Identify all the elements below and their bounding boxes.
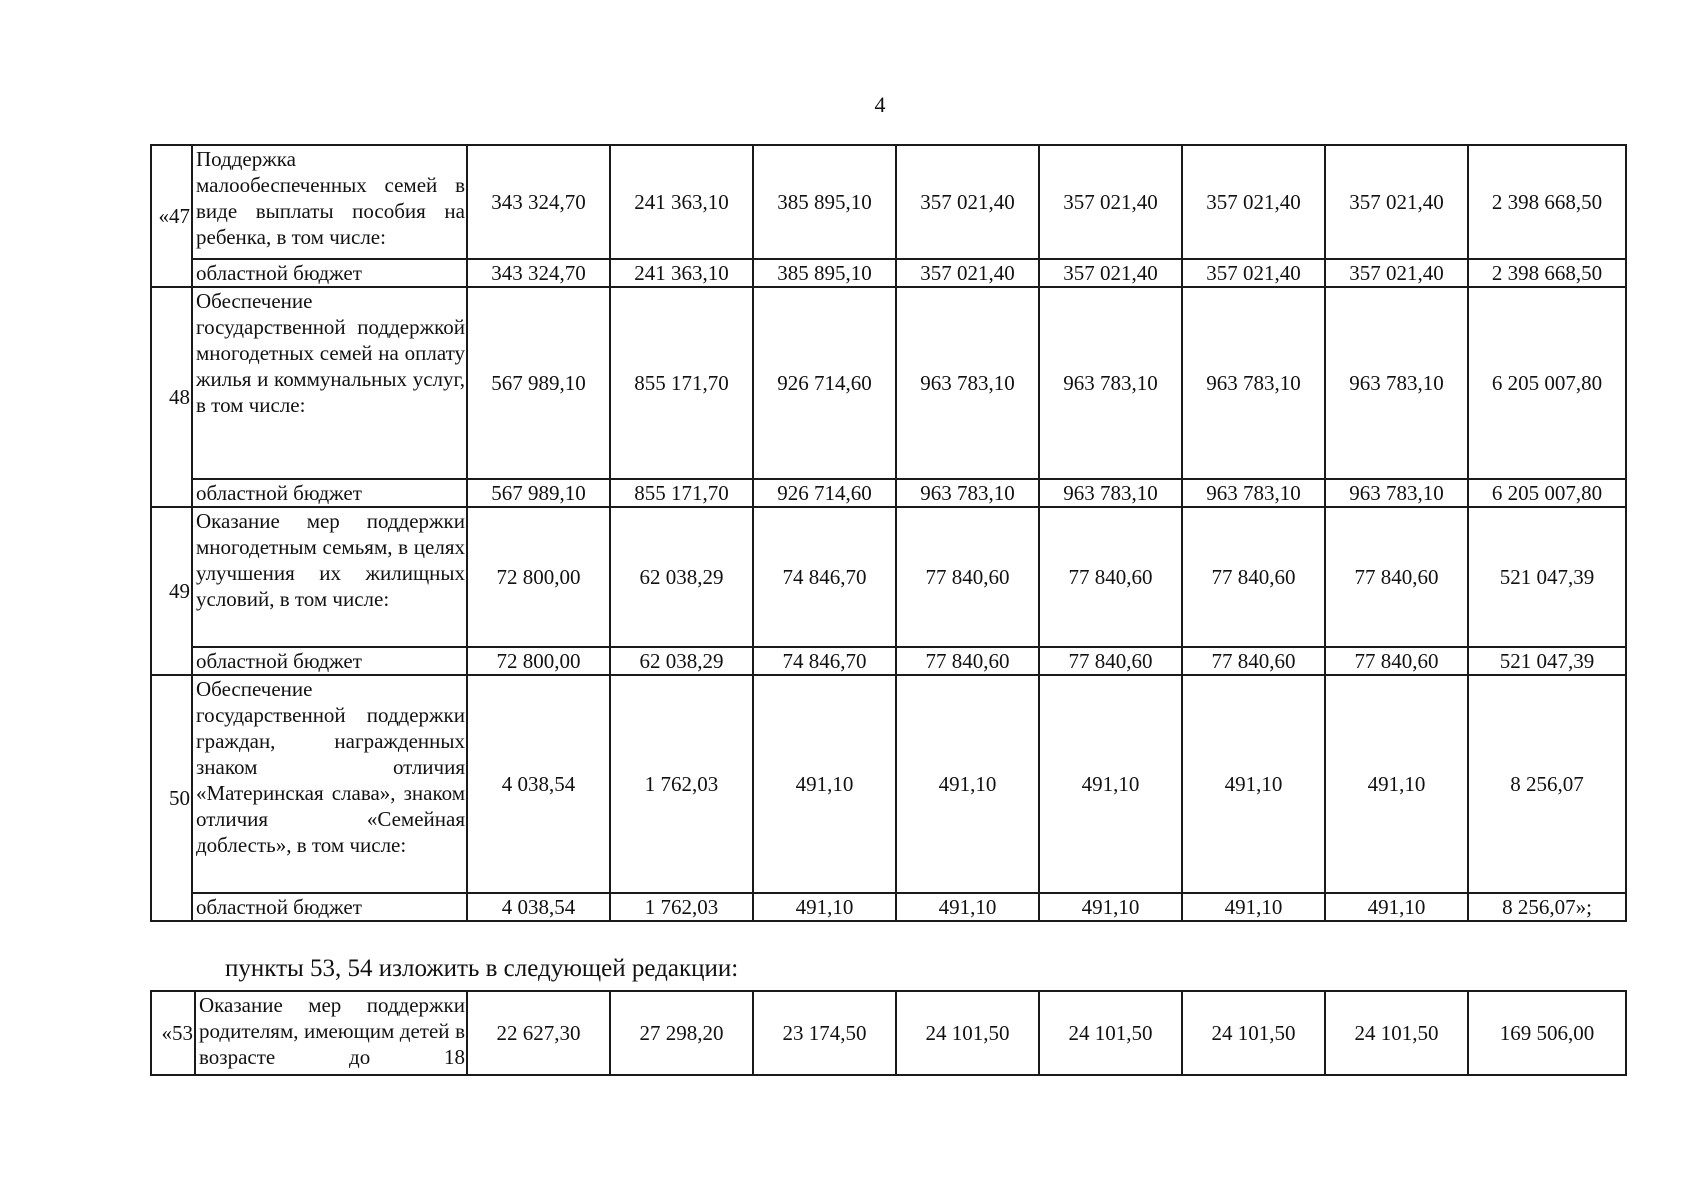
total-cell: 521 047,39: [1468, 647, 1626, 675]
total-cell: 169 506,00: [1468, 991, 1626, 1075]
budget-label: областной бюджет: [192, 479, 467, 507]
value-cell: 491,10: [1039, 675, 1182, 893]
value-cell: 24 101,50: [1325, 991, 1468, 1075]
value-cell: 357 021,40: [896, 259, 1039, 287]
value-cell: 491,10: [1182, 675, 1325, 893]
value-cell: 963 783,10: [1325, 287, 1468, 479]
value-cell: 74 846,70: [753, 647, 896, 675]
row-number: «47: [151, 145, 192, 287]
value-cell: 24 101,50: [1182, 991, 1325, 1075]
value-cell: 963 783,10: [1325, 479, 1468, 507]
row-description: Поддержка малообеспеченных семей в виде выплаты пособия на ребенка, в том числе:: [192, 145, 467, 259]
row-number: «53: [151, 991, 195, 1075]
budget-label: областной бюджет: [192, 893, 467, 921]
total-cell: 521 047,39: [1468, 507, 1626, 647]
row-number: 48: [151, 287, 192, 507]
value-cell: 77 840,60: [1325, 647, 1468, 675]
budget-label: областной бюджет: [192, 259, 467, 287]
row-number: 49: [151, 507, 192, 675]
total-cell: 2 398 668,50: [1468, 259, 1626, 287]
value-cell: 963 783,10: [896, 479, 1039, 507]
value-cell: 491,10: [753, 893, 896, 921]
total-cell: 6 205 007,80: [1468, 287, 1626, 479]
budget-table: [150, 144, 1627, 922]
table-row: [151, 479, 1626, 507]
value-cell: 23 174,50: [753, 991, 896, 1075]
value-cell: 72 800,00: [467, 647, 610, 675]
value-cell: 22 627,30: [467, 991, 610, 1075]
value-cell: 241 363,10: [610, 145, 753, 259]
table-row: [151, 507, 1626, 647]
value-cell: 241 363,10: [610, 259, 753, 287]
value-cell: 1 762,03: [610, 675, 753, 893]
value-cell: 357 021,40: [1039, 145, 1182, 259]
value-cell: 357 021,40: [896, 145, 1039, 259]
value-cell: 27 298,20: [610, 991, 753, 1075]
row-description: Оказание мер поддержки родителям, имеющим детей в возрасте до 18: [195, 991, 467, 1075]
row-description: Оказание мер поддержки многодетным семьям, в целях улучшения их жилищных условий, в том числе:: [192, 507, 467, 647]
page-number: 4: [874, 92, 886, 117]
total-cell: 6 205 007,80: [1468, 479, 1626, 507]
table-row: [151, 893, 1626, 921]
value-cell: 77 840,60: [1182, 647, 1325, 675]
value-cell: 343 324,70: [467, 259, 610, 287]
table-row: [151, 145, 1626, 259]
value-cell: 24 101,50: [1039, 991, 1182, 1075]
value-cell: 62 038,29: [610, 507, 753, 647]
table-row: [151, 991, 1626, 1075]
row-number: 50: [151, 675, 192, 921]
value-cell: 74 846,70: [753, 507, 896, 647]
value-cell: 72 800,00: [467, 507, 610, 647]
value-cell: 77 840,60: [1039, 647, 1182, 675]
value-cell: 963 783,10: [1039, 479, 1182, 507]
value-cell: 855 171,70: [610, 287, 753, 479]
value-cell: 4 038,54: [467, 893, 610, 921]
value-cell: 77 840,60: [1325, 507, 1468, 647]
value-cell: 24 101,50: [896, 991, 1039, 1075]
value-cell: 855 171,70: [610, 479, 753, 507]
value-cell: 567 989,10: [467, 479, 610, 507]
value-cell: 963 783,10: [1182, 287, 1325, 479]
value-cell: 357 021,40: [1182, 145, 1325, 259]
value-cell: 926 714,60: [753, 287, 896, 479]
value-cell: 62 038,29: [610, 647, 753, 675]
total-cell: 2 398 668,50: [1468, 145, 1626, 259]
budget-table-continued: [150, 990, 1627, 1076]
value-cell: 343 324,70: [467, 145, 610, 259]
value-cell: 926 714,60: [753, 479, 896, 507]
value-cell: 491,10: [1039, 893, 1182, 921]
value-cell: 4 038,54: [467, 675, 610, 893]
value-cell: 77 840,60: [896, 647, 1039, 675]
value-cell: 385 895,10: [753, 145, 896, 259]
value-cell: 491,10: [1182, 893, 1325, 921]
value-cell: 567 989,10: [467, 287, 610, 479]
value-cell: 491,10: [1325, 675, 1468, 893]
value-cell: 385 895,10: [753, 259, 896, 287]
value-cell: 491,10: [753, 675, 896, 893]
table-row: [151, 259, 1626, 287]
table-row: [151, 647, 1626, 675]
total-cell: 8 256,07: [1468, 675, 1626, 893]
amendment-note: пункты 53, 54 изложить в следующей редакции:: [225, 955, 739, 982]
value-cell: 77 840,60: [896, 507, 1039, 647]
value-cell: 357 021,40: [1182, 259, 1325, 287]
table-row: [151, 287, 1626, 479]
value-cell: 357 021,40: [1325, 259, 1468, 287]
value-cell: 77 840,60: [1182, 507, 1325, 647]
value-cell: 77 840,60: [1039, 507, 1182, 647]
table-row: [151, 675, 1626, 893]
row-description: Обеспечение государственной поддержкой многодетных семей на оплату жилья и коммунальных услуг, в том числе:: [192, 287, 467, 479]
row-description: Обеспечение государственной поддержки граждан, награжденных знаком отличия «Материнская слава», знаком отличия «Семейная доблесть», в том числе:: [192, 675, 467, 893]
budget-label: областной бюджет: [192, 647, 467, 675]
value-cell: 357 021,40: [1039, 259, 1182, 287]
value-cell: 1 762,03: [610, 893, 753, 921]
value-cell: 357 021,40: [1325, 145, 1468, 259]
total-cell: 8 256,07»;: [1468, 893, 1626, 921]
value-cell: 963 783,10: [1039, 287, 1182, 479]
value-cell: 491,10: [896, 675, 1039, 893]
value-cell: 491,10: [896, 893, 1039, 921]
value-cell: 491,10: [1325, 893, 1468, 921]
value-cell: 963 783,10: [1182, 479, 1325, 507]
value-cell: 963 783,10: [896, 287, 1039, 479]
